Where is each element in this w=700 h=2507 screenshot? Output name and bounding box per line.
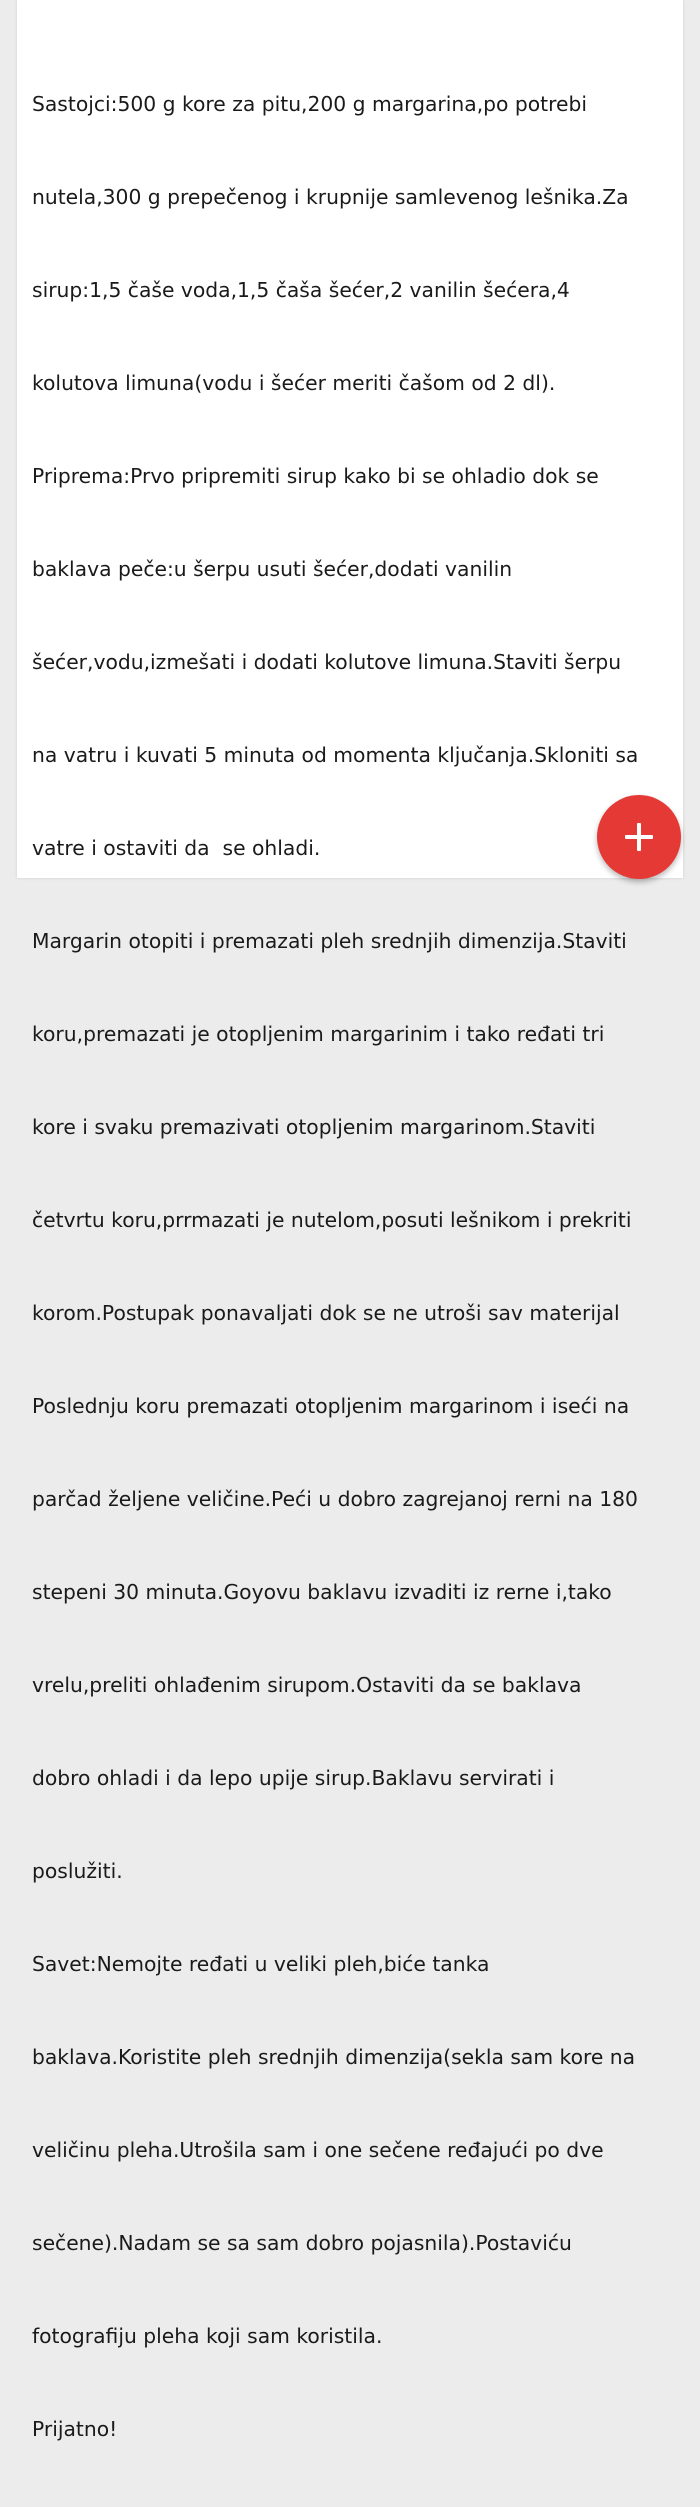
add-button[interactable] [597,795,681,879]
recipe-line: sečene).Nadam se sa sam dobro pojasnila).Postaviću [32,2231,572,2255]
recipe-line: Savet:Nemojte ređati u veliki pleh,biće tanka [32,1952,490,1976]
recipe-line: fotografiju pleha koji sam koristila. [32,2324,383,2348]
recipe-line: četvrtu koru,prrmazati je nutelom,posuti lešnikom i prekriti [32,1208,632,1232]
recipe-line: stepeni 30 minuta.Goyovu baklavu izvaditi iz rerne i,tako [32,1580,612,1604]
recipe-line: sirup:1,5 čaše voda,1,5 čaša šećer,2 vanilin šećera,4 [32,278,570,302]
recipe-line: Prijatno! [32,2417,118,2441]
recipe-card [17,0,683,2441]
recipe-line: veličinu pleha.Utrošila sam i one sečene ređajući po dve [32,2138,604,2162]
recipe-line: Priprema:Prvo pripremiti sirup kako bi se ohladio dok se [32,464,599,488]
recipe-line: nutela,300 g prepečenog i krupnije samlevenog lešnika.Za [32,185,629,209]
recipe-line: baklava.Koristite pleh srednjih dimenzija(sekla sam kore na [32,2045,636,2069]
recipe-line: parčad željene veličine.Peći u dobro zagrejanoj rerni na 180 [32,1487,638,1511]
recipe-line: na vatru i kuvati 5 minuta od momenta ključanja.Skloniti sa [32,743,639,767]
recipe-line: šećer,vodu,izmešati i dodati kolutove limuna.Staviti šerpu [32,650,622,674]
recipe-line: Margarin otopiti i premazati pleh srednjih dimenzija.Staviti [32,929,627,953]
recipe-line: Poslednju koru premazati otopljenim margarinom i iseći na [32,1394,630,1418]
plus-icon [625,823,653,851]
recipe-line: Sastojci:500 g kore za pitu,200 g margarina,po potrebi [32,92,587,116]
recipe-line: kore i svaku premazivati otopljenim margarinom.Staviti [32,1115,596,1139]
recipe-line: vatre i ostaviti da se ohladi. [32,836,321,860]
recipe-line: koru,premazati je otopljenim margarinim i tako ređati tri [32,1022,605,1046]
recipe-line: vrelu,preliti ohlađenim sirupom.Ostaviti da se baklava [32,1673,582,1697]
recipe-line: korom.Postupak ponavaljati dok se ne utroši sav materijal [32,1301,620,1325]
recipe-line: baklava peče:u šerpu usuti šećer,dodati vanilin [32,557,513,581]
recipe-line: dobro ohladi i da lepo upije sirup.Baklavu servirati i [32,1766,555,1790]
recipe-text [32,27,682,2507]
recipe-line: kolutova limuna(vodu i šećer meriti čašom od 2 dl). [32,371,556,395]
recipe-line: poslužiti. [32,1859,123,1883]
